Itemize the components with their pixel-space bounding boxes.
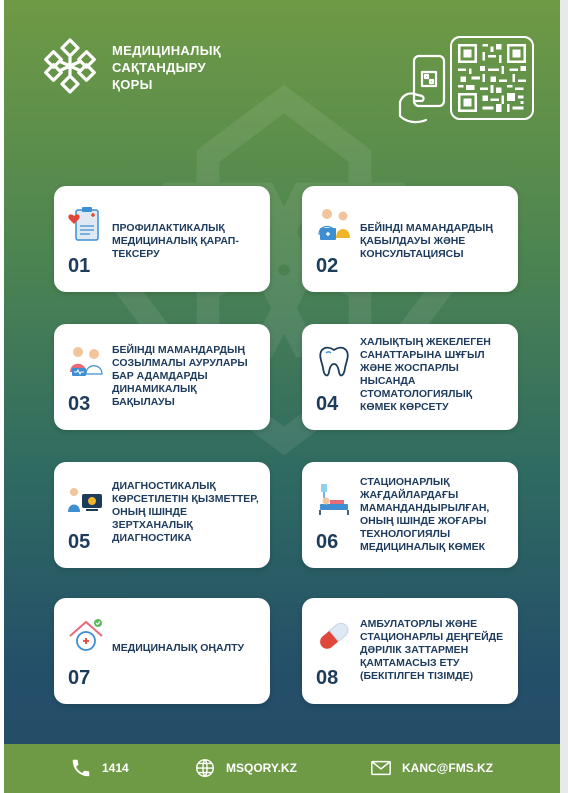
service-number: 06 bbox=[316, 531, 339, 553]
lab-diagnostics-icon bbox=[66, 480, 106, 520]
service-text: ДИАГНОСТИКАЛЫҚ КӨРСЕТІЛЕТІН ҚЫЗМЕТТЕР, ОНЫҢ ІШІНДЕ ЗЕРТХАНАЛЫҚ ДИАГНОСТИКА bbox=[112, 480, 259, 544]
email-link: KANC@FMS.KZ bbox=[402, 761, 494, 775]
service-text: ХАЛЫҚТЫҢ ЖЕКЕЛЕГЕН САНАТТАРЫНА ШҰҒЫЛ ЖӘНЕ ЖОСПАРЛЫ НЫСАНДА СТОМАТОЛОГИЯЛЫҚ КӨМЕК КӨРСЕТУ bbox=[360, 336, 491, 413]
footer-email[interactable] bbox=[370, 758, 493, 778]
service-text: АМБУЛАТОРЛЫ ЖӘНЕ СТАЦИОНАРЛЫ ДЕҢГЕЙДЕ ДӘРІЛІК ЗАТТАРМЕН ҚАМТАМАСЫЗ ЕТУ (БЕКІТІЛГЕН ТІЗІМДЕ) bbox=[360, 618, 504, 682]
service-number: 08 bbox=[316, 667, 339, 689]
brand-line-2: САҚТАНДЫРУ bbox=[112, 60, 206, 75]
poster-background bbox=[4, 0, 560, 793]
tooth-icon bbox=[314, 342, 354, 382]
service-text: ПРОФИЛАКТИКАЛЫҚ МЕДИЦИНАЛЫҚ ҚАРАП-ТЕКСЕРУ bbox=[112, 222, 239, 260]
service-number: 02 bbox=[316, 255, 339, 277]
qr-code-icon bbox=[458, 44, 526, 112]
hospital-bed-icon bbox=[314, 480, 354, 520]
service-card-01[interactable] bbox=[54, 186, 270, 292]
footer-phone[interactable] bbox=[70, 758, 129, 778]
website-link: MSQORY.KZ bbox=[226, 761, 297, 775]
service-number: 01 bbox=[68, 255, 91, 277]
service-card-02[interactable] bbox=[302, 186, 518, 292]
service-text: МЕДИЦИНАЛЫҚ ОҢАЛТУ bbox=[112, 642, 245, 654]
phone-scan-icon bbox=[396, 52, 454, 126]
phone-number: 1414 bbox=[102, 761, 129, 775]
service-text: БЕЙІНДІ МАМАНДАРДЫҢ СОЗЫЛМАЛЫ АУРУЛАРЫ БАР АДАМДАРДЫ ДИНАМИКАЛЫҚ БАҚЫЛАУЫ bbox=[112, 344, 248, 408]
service-card-03[interactable] bbox=[54, 324, 270, 430]
patient-monitoring-icon bbox=[66, 342, 106, 382]
globe-www-icon bbox=[194, 757, 216, 779]
brand-name bbox=[112, 42, 221, 93]
page-edge bbox=[560, 0, 568, 793]
doctor-consultation-icon bbox=[314, 204, 354, 244]
service-text: СТАЦИОНАРЛЫҚ ЖАҒДАЙЛАРДАҒЫ МАМАНДАНДЫРЫЛҒАН, ОНЫҢ ІШІНДЕ ЖОҒАРЫ ТЕХНОЛОГИЯЛЫ МЕДИЦИНАЛЫҚ КӨМЕК bbox=[360, 476, 490, 553]
service-number: 07 bbox=[68, 667, 91, 689]
service-number: 04 bbox=[316, 393, 339, 415]
phone-icon bbox=[70, 757, 92, 779]
service-number: 03 bbox=[68, 393, 91, 415]
service-card-05[interactable] bbox=[54, 462, 270, 568]
service-text: БЕЙІНДІ МАМАНДАРДЫҢ ҚАБЫЛДАУЫ ЖӘНЕ КОНСУЛЬТАЦИЯСЫ bbox=[360, 222, 493, 260]
service-card-06[interactable] bbox=[302, 462, 518, 568]
footer-website[interactable] bbox=[194, 758, 297, 778]
brand-line-1: МЕДИЦИНАЛЫҚ bbox=[112, 43, 221, 58]
service-number: 05 bbox=[68, 531, 91, 553]
service-card-08[interactable] bbox=[302, 598, 518, 704]
envelope-icon bbox=[370, 757, 392, 779]
snowflake-logo-icon bbox=[40, 36, 100, 96]
clipboard-heart-icon bbox=[66, 204, 106, 244]
brand-line-3: ҚОРЫ bbox=[112, 77, 153, 92]
rehabilitation-home-icon bbox=[66, 616, 106, 656]
footer-bar bbox=[4, 744, 560, 793]
pill-capsule-icon bbox=[314, 616, 354, 656]
service-card-04[interactable] bbox=[302, 324, 518, 430]
qr-code[interactable] bbox=[450, 36, 534, 120]
service-card-07[interactable] bbox=[54, 598, 270, 704]
